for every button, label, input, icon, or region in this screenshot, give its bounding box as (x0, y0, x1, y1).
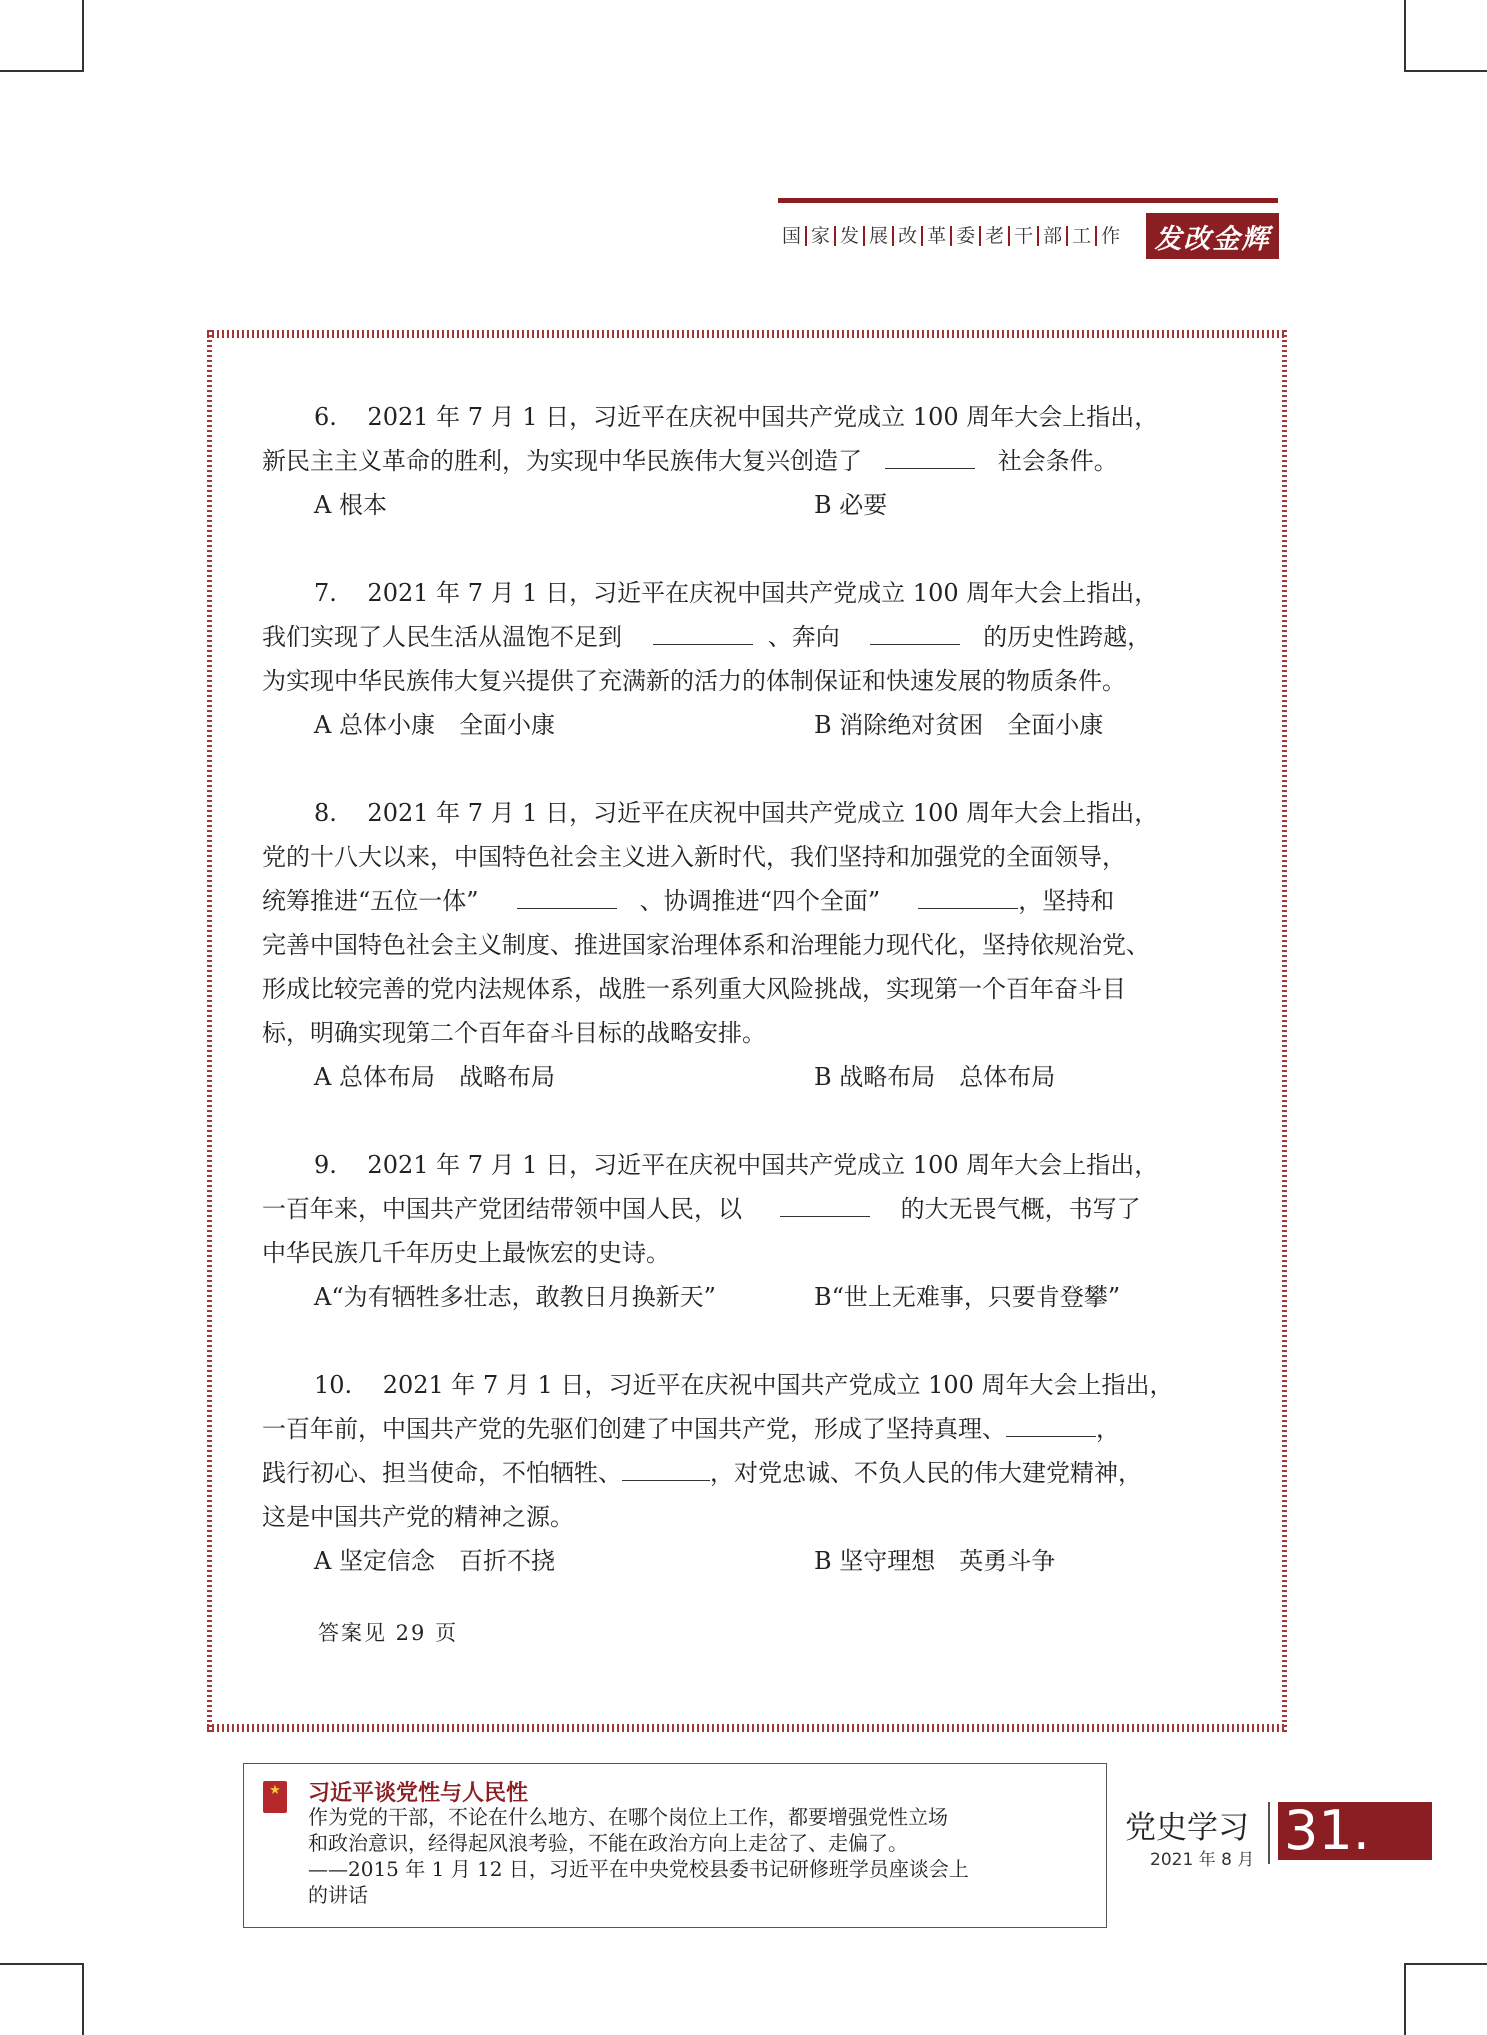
page-number: 31. (1278, 1802, 1432, 1860)
question-number: 7. (314, 579, 337, 607)
option-a: A 总体布局 战略布局 (314, 1063, 555, 1091)
option-a: A“为有牺牲多壮志，敢教日月换新天” (314, 1283, 716, 1311)
question-text: 2021 年 7 月 1 日，习近平在庆祝中国共产党成立 100 周年大会上指出， (382, 1371, 1174, 1399)
quote-source: 的讲话 (308, 1883, 368, 1907)
option-b: B 坚守理想 英勇斗争 (814, 1547, 1056, 1575)
question-line (262, 395, 1234, 439)
frame-border-right (1282, 330, 1287, 1732)
question-line (262, 791, 1234, 835)
header-rule (778, 198, 1278, 203)
question-text: ， (1096, 1415, 1120, 1443)
question-text: 的大无畏气概，书写了 (900, 1195, 1141, 1223)
question-text: 、协调推进“四个全面” (639, 887, 881, 915)
question-line (262, 1451, 1234, 1495)
option-a: A 坚定信念 百折不挠 (314, 1547, 555, 1575)
header-category: 老 (981, 226, 1010, 246)
question-text: ，坚持和 (1018, 887, 1115, 915)
header-category: 家 (807, 226, 836, 246)
crop-mark (1404, 1963, 1406, 2035)
header-category: 革 (923, 226, 952, 246)
answer-blank (622, 1460, 710, 1481)
magazine-name: 党史学习 (1125, 1810, 1249, 1846)
header-category: 部 (1039, 226, 1068, 246)
options (262, 1055, 1234, 1099)
quote-line: 作为党的干部，不论在什么地方、在哪个岗位上工作，都要增强党性立场 (308, 1805, 948, 1829)
question-line: 标，明确实现第二个百年奋斗目标的战略安排。 (262, 1019, 766, 1047)
question-line (262, 1143, 1234, 1187)
question-line (262, 1187, 1234, 1231)
option-a: A 根本 (314, 491, 387, 519)
quiz-content (262, 395, 1234, 1647)
question-text: 2021 年 7 月 1 日，习近平在庆祝中国共产党成立 100 周年大会上指出， (367, 799, 1159, 827)
issue-date: 2021 年 8 月 (1150, 1850, 1255, 1870)
header-category: 国 (778, 226, 807, 246)
question-line: 党的十八大以来，中国特色社会主义进入新时代，我们坚持和加强党的全面领导， (262, 843, 1126, 871)
crop-mark (82, 1963, 84, 2035)
answer-blank (885, 448, 975, 469)
options (262, 703, 1234, 747)
question-number: 6. (314, 403, 337, 431)
question-number: 10. (314, 1371, 353, 1399)
crop-mark (0, 1963, 82, 1965)
option-b: B 战略布局 总体布局 (814, 1063, 1056, 1091)
answer-blank (780, 1196, 870, 1217)
question-line (262, 615, 1234, 659)
quote-title: 习近平谈党性与人民性 (308, 1780, 529, 1806)
star-icon: ★ (269, 1783, 281, 1798)
frame-border-bottom (207, 1724, 1287, 1732)
question-line (262, 571, 1234, 615)
red-book-icon (263, 1781, 287, 1813)
question-line (262, 879, 1234, 923)
question-line: 这是中国共产党的精神之源。 (262, 1503, 574, 1531)
option-b: B“世上无难事，只要肯登攀” (814, 1283, 1121, 1311)
question-number: 9. (314, 1151, 337, 1179)
question-text: 践行初心、担当使命，不怕牺牲、 (262, 1459, 622, 1487)
header-category: 工 (1068, 226, 1097, 246)
question-line (262, 1363, 1234, 1407)
question-line (262, 439, 1234, 483)
frame-border-left (207, 330, 212, 1732)
header-category: 展 (865, 226, 894, 246)
question-text: 新民主主义革命的胜利，为实现中华民族伟大复兴创造了 (262, 447, 862, 475)
header-category: 作 (1101, 225, 1121, 247)
question-line: 为实现中华民族伟大复兴提供了充满新的活力的体制保证和快速发展的物质条件。 (262, 667, 1126, 695)
answer-blank (517, 888, 617, 909)
crop-mark (82, 0, 84, 72)
question-number: 8. (314, 799, 337, 827)
header-category: 改 (894, 226, 923, 246)
question-9 (262, 1143, 1234, 1319)
question-text: ，对党忠诚、不负人民的伟大建党精神， (710, 1459, 1142, 1487)
question-text: 的历史性跨越， (983, 623, 1152, 651)
question-text: 、奔向 (767, 623, 840, 651)
option-b: B 必要 (814, 491, 888, 519)
option-b: B 消除绝对贫困 全面小康 (814, 711, 1104, 739)
question-line: 形成比较完善的党内法规体系，战胜一系列重大风险挑战，实现第一个百年奋斗目 (262, 975, 1126, 1003)
answer-note: 答案见 29 页 (318, 1621, 459, 1645)
quote-body (308, 1804, 1093, 1908)
brand-logo: 发改金辉 (1146, 213, 1279, 259)
question-text: 我们实现了人民生活从温饱不足到 (262, 623, 622, 651)
answer-blank (653, 624, 753, 645)
answer-blank (918, 888, 1018, 909)
question-text: 2021 年 7 月 1 日，习近平在庆祝中国共产党成立 100 周年大会上指出， (367, 403, 1159, 431)
crop-mark (1404, 1963, 1487, 1965)
crop-mark (1404, 0, 1406, 72)
question-text: 一百年来，中国共产党团结带领中国人民，以 (262, 1195, 742, 1223)
options (262, 483, 1234, 527)
answer-blank (870, 624, 960, 645)
question-text: 一百年前，中国共产党的先驱们创建了中国共产党，形成了坚持真理、 (262, 1415, 1006, 1443)
options (262, 1539, 1234, 1583)
quote-box (243, 1763, 1107, 1928)
crop-mark (1404, 70, 1487, 72)
frame-border-top (207, 330, 1287, 338)
answer-blank (1006, 1416, 1096, 1437)
quote-source: ——2015 年 1 月 12 日，习近平在中央党校县委书记研修班学员座谈会上 (308, 1857, 969, 1881)
quote-line: 和政治意识，经得起风浪考验，不能在政治方向上走岔了、走偏了。 (308, 1831, 908, 1855)
option-a: A 总体小康 全面小康 (314, 711, 555, 739)
question-line (262, 1407, 1234, 1451)
header-category: 发 (836, 226, 865, 246)
header-category: 干 (1010, 226, 1039, 246)
question-8 (262, 791, 1234, 1099)
crop-mark (0, 70, 82, 72)
question-7 (262, 571, 1234, 747)
question-10 (262, 1363, 1234, 1583)
footer-divider (1268, 1802, 1270, 1864)
options (262, 1275, 1234, 1319)
question-6 (262, 395, 1234, 527)
header-categories (778, 226, 1124, 246)
header-category: 委 (952, 226, 981, 246)
question-text: 2021 年 7 月 1 日，习近平在庆祝中国共产党成立 100 周年大会上指出， (367, 579, 1159, 607)
question-text: 社会条件。 (997, 447, 1118, 475)
question-text: 2021 年 7 月 1 日，习近平在庆祝中国共产党成立 100 周年大会上指出， (367, 1151, 1159, 1179)
question-line: 完善中国特色社会主义制度、推进国家治理体系和治理能力现代化，坚持依规治党、 (262, 931, 1150, 959)
question-text: 统筹推进“五位一体” (262, 887, 479, 915)
question-line: 中华民族几千年历史上最恢宏的史诗。 (262, 1239, 670, 1267)
